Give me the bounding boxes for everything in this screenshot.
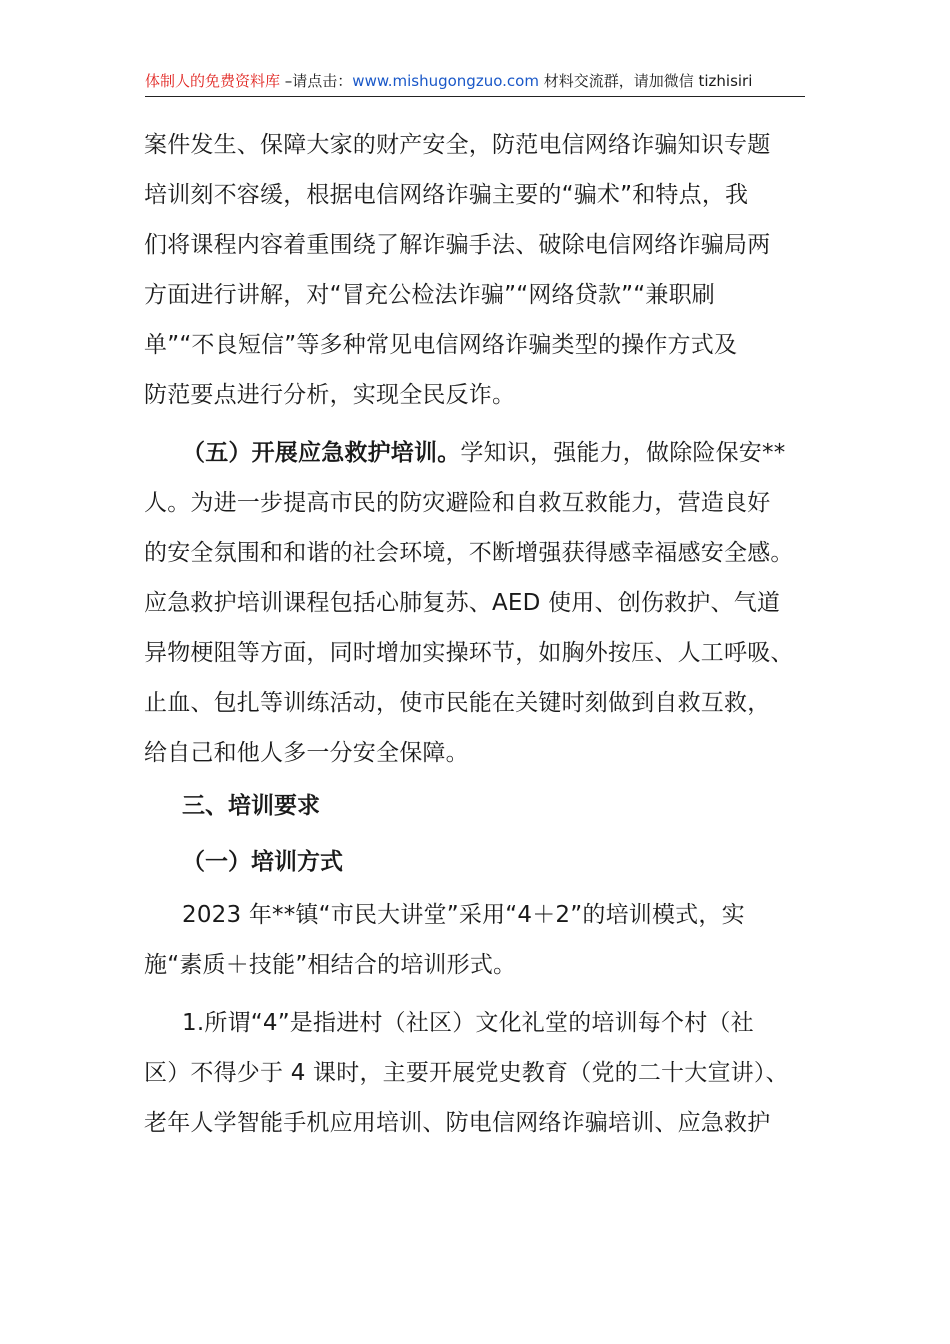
text-line: 给自己和他人多一分安全保障。 [144,740,469,766]
text-line: 的安全氛围和和谐的社会环境，不断增强获得感幸福感安全感。 [144,540,794,566]
text-line: 人。为进一步提高市民的防灾避险和自救互救能力，营造良好 [144,490,771,516]
page-header [145,68,805,97]
text-line: 们将课程内容着重围绕了解诈骗手法、破除电信网络诈骗局两 [144,232,771,258]
text-line: 老年人学智能手机应用培训、防电信网络诈骗培训、应急救护 [144,1110,771,1136]
header-brand: 体制人的免费资料库 [145,72,281,90]
document-body [144,120,808,1148]
section-title: （五）开展应急救护培训。 [182,440,461,466]
header-note: 材料交流群，请加微信 tizhisiri [538,72,753,90]
text-line: 施“素质＋技能”相结合的培训形式。 [144,952,517,978]
text-line: 1.所谓“4”是指进村（社区）文化礼堂的培训每个村（社 [182,1010,754,1036]
text-line: 应急救护培训课程包括心肺复苏、AED 使用、创伤救护、气道 [144,590,781,616]
text-line: 2023 年**镇“市民大讲堂”采用“4＋2”的培训模式，实 [182,902,745,928]
text-line: 止血、包扎等训练活动，使市民能在关键时刻做到自救互救， [144,690,771,716]
paragraph-emergency-training [144,428,808,778]
text-line: 方面进行讲解，对“冒充公检法诈骗”“网络贷款”“兼职刷 [144,282,715,308]
paragraph-fraud-prevention [144,120,808,420]
text-line: 单”“不良短信”等多种常见电信网络诈骗类型的操作方式及 [144,332,738,358]
text-line: 培训刻不容缓，根据电信网络诈骗主要的“骗术”和特点，我 [144,182,749,208]
header-prompt: –请点击： [280,72,353,90]
text-line [144,428,808,478]
text-line: 异物梗阻等方面，同时增加实操环节，如胸外按压、人工呼吸、 [144,640,794,666]
text-line: 案件发生、保障大家的财产安全，防范电信网络诈骗知识专题 [144,132,771,158]
paragraph-four-explained [144,998,808,1148]
subsection-heading: （一）培训方式 [182,849,343,875]
text-line-rest: 学知识，强能力，做除险保安** [460,440,786,466]
text-line: 区）不得少于 4 课时，主要开展党史教育（党的二十大宣讲）、 [144,1060,789,1086]
paragraph-training-mode [144,890,808,990]
text-line: 防范要点进行分析，实现全民反诈。 [144,382,516,408]
header-link[interactable]: www.mishugongzuo.com [352,72,539,90]
section-heading: 三、培训要求 [182,793,320,819]
